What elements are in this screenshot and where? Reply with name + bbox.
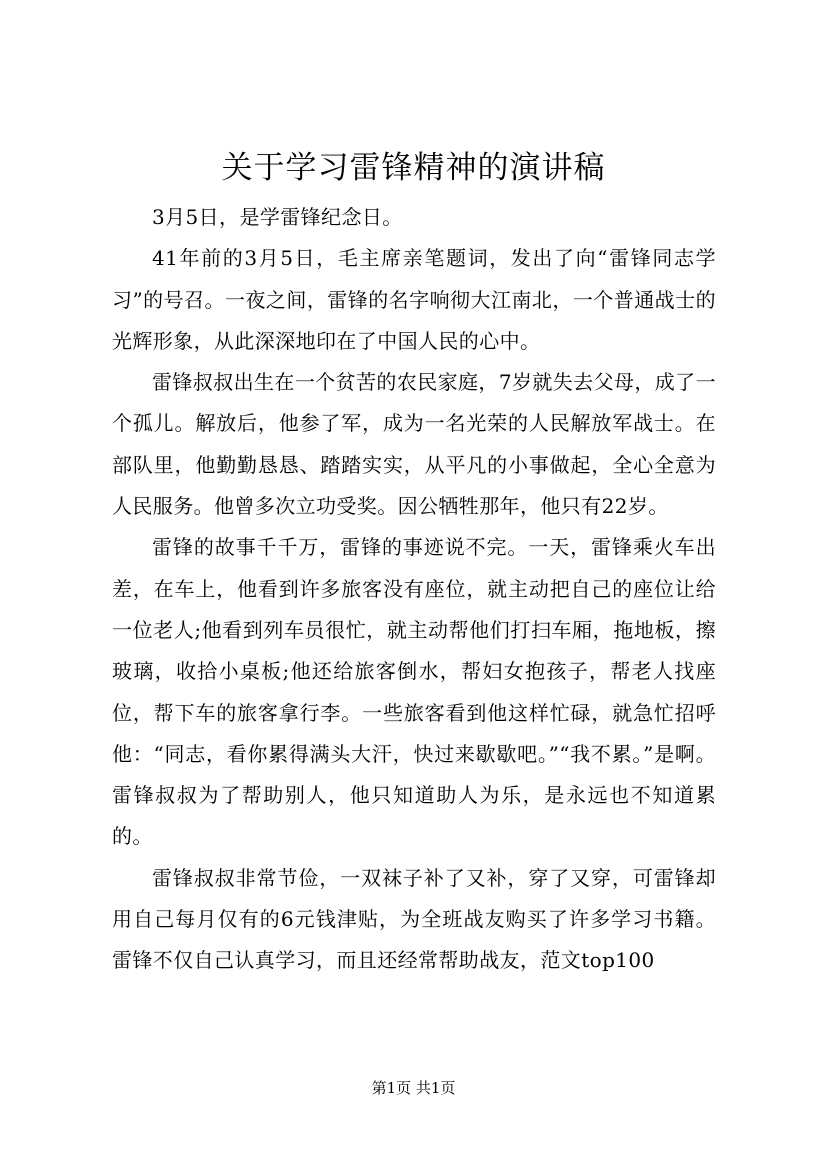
- page-title: 关于学习雷锋精神的演讲稿: [221, 150, 606, 186]
- paragraph: 雷锋叔叔出生在一个贫苦的农民家庭，7岁就失去父母，成了一个孤儿。解放后，他参了军，成为一名光荣的人民解放军战士。在部队里，他勤勤恳恳、踏踏实实，从平凡的小事做起，全心全意为人民服务。他曾多次立功受奖。因公牺牲那年，他只有22岁。: [112, 370, 716, 519]
- body-text: [112, 197, 716, 982]
- paragraph: 3月5日，是学雷锋纪念日。: [152, 205, 403, 229]
- page-number-footer: 第1页 共1页: [371, 1079, 456, 1097]
- paragraph: 雷锋叔叔非常节俭，一双袜子补了又补，穿了又穿，可雷锋却用自己每月仅有的6元钱津贴，为全班战友购买了许多学习书籍。雷锋不仅自己认真学习，而且还经常帮助战友，范文top100: [112, 865, 716, 973]
- paragraph: 雷锋的故事千千万，雷锋的事迹说不完。一天，雷锋乘火车出差，在车上，他看到许多旅客没有座位，就主动把自己的座位让给一位老人;他看到列车员很忙，就主动帮他们打扫车厢，拖地板，擦玻璃，收拾小桌板;他还给旅客倒水，帮妇女抱孩子，帮老人找座位，帮下车的旅客拿行李。一些旅客看到他这样忙碌，就急忙招呼他：“同志，看你累得满头大汗，快过来歇歇吧。”“我不累。”是啊。雷锋叔叔为了帮助别人，他只知道助人为乐，是永远也不知道累的。: [112, 535, 716, 849]
- paragraph: 41年前的3月5日，毛主席亲笔题词，发出了向“雷锋同志学习”的号召。一夜之间，雷锋的名字响彻大江南北，一个普通战士的光辉形象，从此深深地印在了中国人民的心中。: [112, 246, 716, 353]
